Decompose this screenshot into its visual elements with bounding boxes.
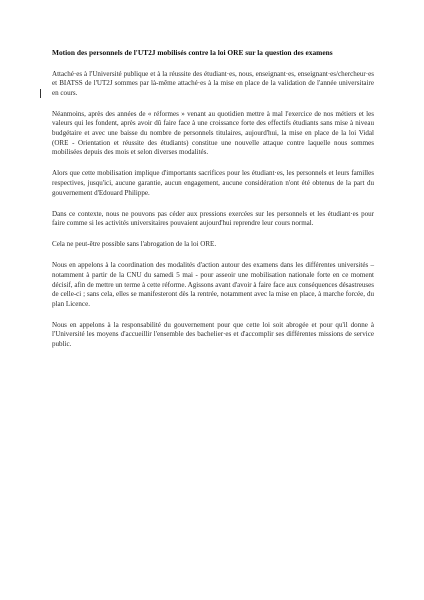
text-block (52, 48, 374, 361)
paragraph-1: Attaché·es à l'Université publique et à la réussite des étudiant·es, nous, enseignant·es, enseignant·es/chercheur·es et BIATSS de l'UT2J sommes par là-même attaché·es à la mise en place de la validation de l'année universitaire en cours. (52, 69, 374, 97)
paragraph-2: Néanmoins, après des années de « réformes » venant au quotidien mettre à mal l'exercice de nos métiers et les valeurs qui les fondent, après avoir dû faire face à une croissance forte des effectifs étudiants sans mise à niveau budgétaire et avec une baisse du nombre de personnels titulaires, aujourd'hui, la mise en place de la loi Vidal (ORE - Orientation et réussite des étudiants) constitue une nouvelle attaque contre laquelle nous sommes mobilisées depuis des mois et selon diverses modalités. (52, 109, 374, 157)
paragraph-6: Nous en appelons à la coordination des modalités d'action autour des examens dans les différentes universités – notamment à partir de la CNU du samedi 5 mai - pour asseoir une mobilisation nationale forte en ce moment décisif, afin de mettre un terme à cette réforme. Agissons avant d'avoir à faire face aux conséquences désastreuses de celle-ci ; sans cela, elles se manifesteront dès la rentrée, notamment avec la mise en place, à marche forcée, du plan Licence. (52, 261, 374, 308)
margin-change-bar (40, 89, 41, 98)
paragraph-7: Nous en appelons à la responsabilité du gouvernement pour que cette loi soit abrogée et pour qu'il donne à l'Université les moyens d'accueillir l'ensemble des bachelier·es et d'accomplir ses différentes missions de service public. (52, 320, 374, 349)
paragraph-3: Alors que cette mobilisation implique d'importants sacrifices pour les étudiant·es, les personnels et leurs familles respectives, jusqu'ici, aucune garantie, aucun engagement, aucune considération n'ont été obtenus de la part du gouvernement d'Edouard Philippe. (52, 169, 374, 197)
document-title: Motion des personnels de l'UT2J mobilisés contre la loi ORE sur la question des examens (52, 48, 333, 57)
paragraph-4: Dans ce contexte, nous ne pouvons pas céder aux pressions exercées sur les personnels et les étudiant·es pour faire comme si les activités universitaires pouvaient aujourd'hui reprendre leur cours normal. (52, 209, 374, 228)
paragraph-5: Cela ne peut-être possible sans l'abrogation de la loi ORE. (52, 240, 217, 249)
